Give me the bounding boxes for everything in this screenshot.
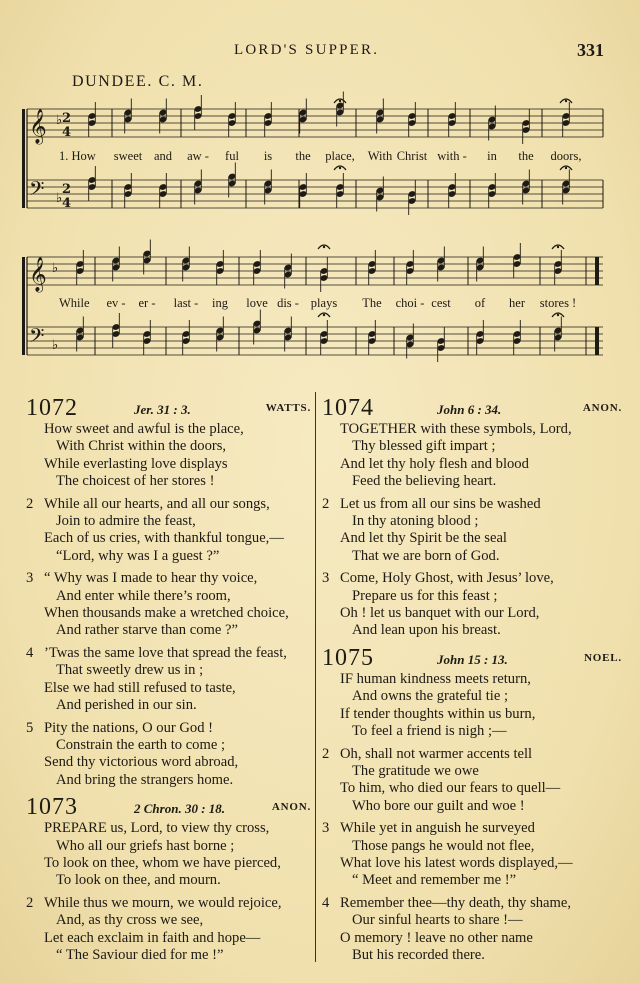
treble-clef-icon: 𝄞	[29, 109, 47, 144]
time-signature-bottom: 4	[62, 125, 72, 140]
lyric-syllable: ing	[212, 296, 228, 310]
stanza	[26, 720, 311, 790]
lyric-syllable: sweet	[113, 149, 143, 163]
hymn-author: ANON.	[582, 402, 622, 414]
lyric-syllable: dis -	[277, 296, 299, 310]
time-signature-top: 2	[62, 111, 72, 126]
fermata-dot	[565, 100, 567, 102]
lyric-syllable: cest	[431, 296, 451, 310]
bass-clef-icon: 𝄢	[29, 324, 45, 352]
verse-line: IF human kindness meets return,	[340, 670, 531, 687]
system-bracket	[22, 109, 25, 208]
verse-line: To look on thee, whom we have pierced,	[44, 854, 281, 871]
final-barline	[595, 257, 599, 285]
verse-line	[322, 895, 622, 912]
verse-line: And bring the strangers home.	[56, 771, 234, 788]
verse-line	[26, 645, 311, 662]
lyric-syllable: choi -	[395, 296, 425, 310]
verse-line: And let thy holy flesh and blood	[340, 455, 529, 472]
lyric-syllable: plays	[310, 296, 338, 310]
verse-line: Feed the believing heart.	[352, 473, 497, 490]
time-signature-bottom: 4	[62, 196, 72, 211]
verse-line: Prepare us for this feast ;	[352, 587, 498, 604]
lyric-syllable: in	[487, 149, 497, 163]
stanza-number: 2	[322, 745, 330, 762]
verse-line: And let thy Spirit be the seal	[340, 530, 507, 547]
verse-line	[322, 570, 622, 587]
lyric-syllable: 1. How	[59, 149, 96, 163]
verse-line: TOGETHER with these symbols, Lord,	[340, 421, 572, 437]
page-number: 331	[577, 40, 604, 60]
verse-line	[26, 570, 311, 587]
stanza	[322, 671, 622, 741]
right-column	[322, 395, 622, 969]
verse-line: Who all our griefs hast borne ;	[56, 837, 235, 854]
verse-line: What love his latest words displayed,—	[340, 854, 573, 871]
hymn-1073	[26, 794, 311, 964]
final-barline	[595, 327, 599, 355]
hymn-header	[322, 645, 622, 671]
verse-line: “Lord, why was I a guest ?”	[56, 547, 220, 564]
lyric-syllable: and	[153, 149, 173, 163]
stanza	[26, 496, 311, 566]
scripture-reference: John 6 : 34.	[437, 402, 502, 417]
lyric-syllable: doors,	[550, 149, 582, 163]
stanza	[26, 421, 311, 491]
hymn-number: 1073	[26, 794, 78, 821]
lyric-syllable: Christ	[396, 149, 428, 163]
stanza-number: 4	[26, 644, 34, 661]
verse-line: Oh ! let us banquet with our Lord,	[340, 605, 540, 622]
verse-line: While everlasting love displays	[44, 455, 228, 472]
hymn-header	[322, 395, 622, 421]
verse-line: Join to admire the feast,	[56, 513, 196, 530]
stanza	[322, 746, 622, 816]
verse-line: How sweet and awful is the place,	[44, 421, 244, 437]
hymn-number: 1072	[26, 395, 78, 421]
lyric-syllable: ful	[225, 149, 239, 163]
hymn-header	[26, 794, 311, 820]
tune-name: DUNDEE. C. M.	[72, 73, 204, 90]
stanza	[322, 496, 622, 566]
running-title: LORD'S SUPPER.	[234, 42, 380, 58]
lyric-syllable: last -	[173, 296, 199, 310]
verse-text: While thus we mourn, we would rejoice,	[44, 894, 282, 911]
hymn-number: 1075	[322, 644, 374, 671]
verse-line: And lean upon his breast.	[352, 622, 501, 639]
verse-line: To him, who died our fears to quell—	[340, 780, 561, 797]
hymn-number: 1074	[322, 395, 374, 421]
stanza	[322, 895, 622, 965]
lyric-syllable: with -	[437, 149, 467, 163]
fermata-dot	[339, 100, 341, 102]
hymn-author: NOEL.	[584, 651, 622, 664]
lyric-syllable: is	[263, 149, 273, 163]
verse-text: Come, Holy Ghost, with Jesus’ love,	[340, 570, 554, 587]
fermata-dot	[565, 167, 567, 169]
music-score	[0, 0, 640, 380]
verse-line: And enter while there’s room,	[56, 587, 231, 604]
verse-line: The choicest of her stores !	[56, 473, 215, 490]
verse-line: That sweetly drew us in ;	[56, 662, 204, 679]
verse-line: “ Meet and remember me !”	[352, 872, 517, 889]
stanza	[26, 820, 311, 890]
fermata-dot	[323, 314, 325, 316]
system-bracket	[22, 257, 25, 355]
column-divider	[315, 392, 316, 962]
fermata-dot	[557, 314, 559, 316]
verse-text: While all our hearts, and all our songs,	[44, 495, 270, 512]
left-column	[26, 395, 311, 969]
fermata-dot	[339, 167, 341, 169]
scripture-reference: John 15 : 13.	[437, 651, 508, 667]
verse-line: But his recorded there.	[352, 946, 485, 963]
verse-text: “ Why was I made to hear thy voice,	[44, 570, 258, 587]
hymn-1075	[322, 645, 622, 965]
verse-text: Remember thee—thy death, thy shame,	[340, 894, 571, 911]
bass-clef-icon: 𝄢	[29, 177, 45, 205]
lyric-syllable: stores !	[539, 296, 577, 310]
hymn-1074	[322, 395, 622, 640]
verse-text: While yet in anguish he surveyed	[340, 820, 535, 837]
verse-line: Constrain the earth to come ;	[56, 736, 225, 753]
lyric-syllable: of	[474, 296, 486, 310]
stanza-number: 3	[322, 570, 330, 587]
verse-line: Those pangs he would not flee,	[352, 837, 535, 854]
time-signature-top: 2	[62, 182, 72, 197]
verse-line: O memory ! leave no other name	[340, 929, 533, 946]
lyric-syllable: the	[518, 149, 534, 163]
lyric-syllable: the	[295, 149, 311, 163]
verse-text: Let us from all our sins be washed	[340, 495, 541, 512]
lyric-syllable: The	[362, 296, 382, 310]
hymn-author: WATTS.	[265, 402, 311, 414]
verse-line: With Christ within the doors,	[56, 438, 227, 455]
verse-line: And owns the grateful tie ;	[352, 688, 509, 705]
verse-text: ’Twas the same love that spread the feast,	[44, 644, 287, 661]
stanza-number: 2	[26, 894, 34, 911]
stanza-number: 3	[322, 820, 330, 837]
lyric-syllable: While	[59, 296, 90, 310]
verse-line	[322, 496, 622, 513]
hymn-header	[26, 395, 311, 421]
scripture-reference: 2 Chron. 30 : 18.	[134, 801, 226, 817]
verse-line: Else we had still refused to taste,	[44, 679, 236, 696]
stanza	[322, 820, 622, 890]
fermata-dot	[557, 246, 559, 248]
verse-line: Who bore our guilt and woe !	[352, 797, 525, 814]
verse-line: To look on thee, and mourn.	[56, 872, 221, 889]
stanza	[26, 570, 311, 640]
stanza	[322, 570, 622, 640]
stanza-number: 2	[26, 495, 34, 512]
verse-line: That we are born of God.	[352, 547, 500, 564]
verse-line: And, as thy cross we see,	[56, 912, 204, 929]
lyric-syllable: er -	[138, 296, 156, 310]
scripture-reference: Jer. 31 : 3.	[134, 402, 191, 417]
stanza-number: 4	[322, 894, 330, 911]
stanza	[322, 421, 622, 491]
stanza-number: 5	[26, 719, 34, 736]
verse-line: To feel a friend is nigh ;—	[352, 723, 507, 740]
verse-line: PREPARE us, Lord, to view thy cross,	[44, 820, 270, 837]
lyric-syllable: place,	[325, 149, 355, 163]
verse-line: Our sinful hearts to share !—	[352, 912, 523, 929]
stanza-number: 2	[322, 495, 330, 512]
verse-line: Thy blessed gift impart ;	[352, 438, 496, 455]
lyric-syllable: love	[246, 296, 268, 310]
lyric-syllable: her	[509, 296, 525, 310]
flat-icon: ♭	[52, 338, 59, 353]
verse-line: And perished in our sin.	[56, 697, 197, 714]
verse-text: Oh, shall not warmer accents tell	[340, 745, 533, 762]
verse-line	[26, 895, 311, 912]
flat-icon: ♭	[52, 261, 59, 276]
stanza	[26, 895, 311, 965]
lyric-syllable: With	[367, 149, 393, 163]
verse-line	[322, 746, 622, 763]
verse-line: And rather starve than come ?”	[56, 622, 238, 639]
lyric-syllable: aw -	[187, 149, 209, 163]
verse-line: In thy atoning blood ;	[352, 513, 479, 530]
verse-line: “ The Saviour died for me !”	[56, 946, 224, 963]
verse-line	[26, 720, 311, 737]
hymn-1072	[26, 395, 311, 789]
lyric-syllable: ev -	[106, 296, 126, 310]
verse-line: Let each exclaim in faith and hope—	[44, 929, 261, 946]
treble-clef-icon: 𝄞	[29, 257, 47, 292]
flat-icon: ♭	[56, 113, 63, 128]
stanza	[26, 645, 311, 715]
verse-line: Send thy victorious word abroad,	[44, 754, 239, 771]
verse-text: Pity the nations, O our God !	[44, 719, 214, 736]
fermata-dot	[323, 246, 325, 248]
verse-line	[26, 496, 311, 513]
hymn-author: ANON.	[271, 801, 311, 814]
verse-line: If tender thoughts within us burn,	[340, 705, 536, 722]
verse-line	[322, 820, 622, 837]
verse-line: When thousands make a wretched choice,	[44, 605, 289, 622]
verse-line: Each of us cries, with thankful tongue,—	[44, 530, 284, 547]
flat-icon: ♭	[56, 191, 63, 206]
verse-line: The gratitude we owe	[352, 762, 479, 779]
stanza-number: 3	[26, 570, 34, 587]
